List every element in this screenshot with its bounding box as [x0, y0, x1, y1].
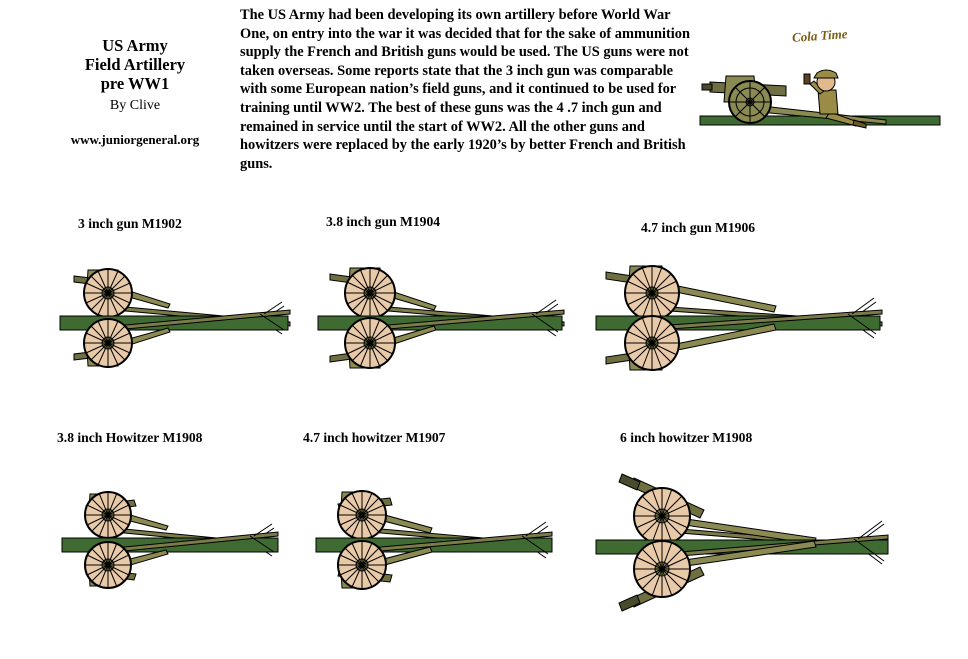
poster-title-line-1: US Army: [102, 36, 168, 55]
unit-figure-2: [318, 248, 568, 388]
unit-caption-5: 4.7 inch howitzer M1907: [303, 430, 446, 445]
byline: By Clive: [109, 98, 161, 113]
website-url: www.juniorgeneral.org: [70, 132, 200, 147]
unit-caption-6: 6 inch howitzer M1908: [620, 430, 753, 445]
unit-figure-4: [62, 470, 282, 610]
intro-paragraph: The US Army had been developing its own artillery before World War One, on entry into the war it was decided that for the sake of ammunition supply the French and British guns would be used. The US guns were not taken overseas. Some reports state that the 3 inch gun was comparable with some European nation’s field guns, and it continued to be used for training until WW2. The best of these guns was the 4 .7 inch gun and remained in service until the start of WW2. All the other guns and howitzers were replaced by the early 1920’s by better French and British guns.: [240, 7, 690, 172]
unit-caption-3: 4.7 inch gun M1906: [641, 220, 756, 235]
unit-figure-6: [596, 455, 896, 630]
cartoon-caption: Cola Time: [791, 26, 848, 45]
unit-caption-4: 3.8 inch Howitzer M1908: [57, 430, 203, 445]
unit-figure-5: [316, 470, 556, 610]
unit-caption-2: 3.8 inch gun M1904: [326, 214, 441, 229]
unit-figure-1: [60, 248, 290, 388]
title-block: [40, 36, 230, 148]
cartoon-illustration: [690, 40, 960, 130]
unit-caption-1: 3 inch gun M1902: [78, 216, 182, 231]
poster-title-line-2: Field Artillery: [84, 55, 186, 74]
poster-title-line-3: pre WW1: [100, 74, 170, 93]
unit-figure-3: [596, 248, 886, 388]
